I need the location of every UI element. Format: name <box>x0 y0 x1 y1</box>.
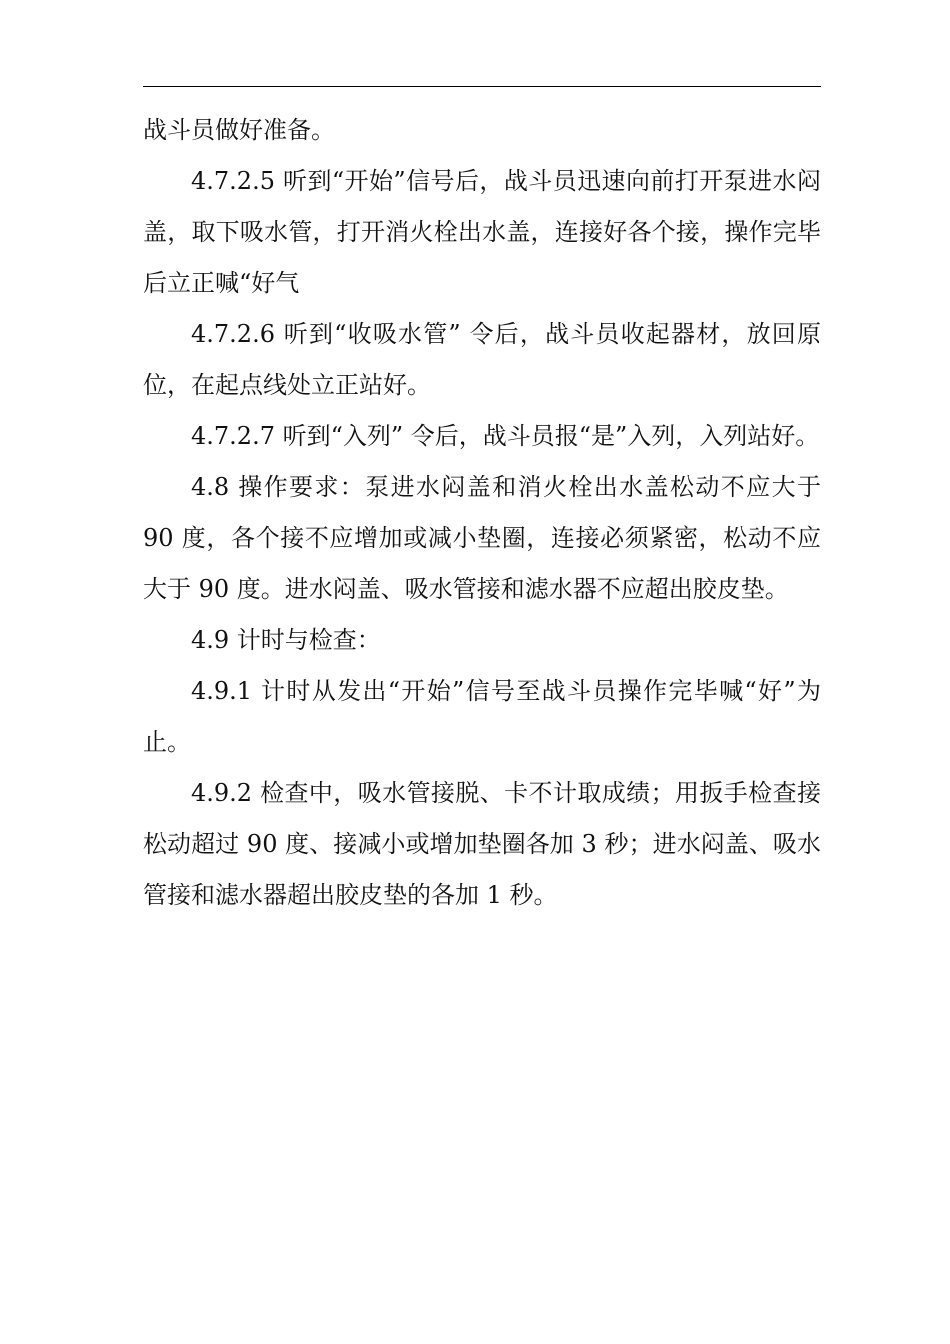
paragraph-4-9: 4.9 计时与检查： <box>191 626 381 654</box>
paragraph-4-9-1: 4.9.1 计时从发出“开始”信号至战斗员操作完毕喊“好”为止。 <box>143 677 821 756</box>
header-rule <box>143 86 821 87</box>
paragraph-4-7-2-7: 4.7.2.7 听到“入列” 令后，战斗员报“是”入列，入列站好。 <box>191 422 820 450</box>
document-body <box>143 105 821 921</box>
paragraph-4-8: 4.8 操作要求：泵进水闷盖和消火栓出水盖松动不应大于 90 度，各个接不应增加或减小垫圈，连接必须紧密，松动不应大于 90 度。进水闷盖、吸水管接和滤水器不应超出胶皮垫。 <box>143 473 821 603</box>
paragraph-4-7-2-5: 4.7.2.5 听到“开始”信号后，战斗员迅速向前打开泵进水闷盖，取下吸水管，打开消火栓出水盖，连接好各个接，操作完毕后立正喊“好气 <box>143 167 821 297</box>
paragraph-continuation: 战斗员做好准备。 <box>143 116 335 144</box>
paragraph-4-7-2-6: 4.7.2.6 听到“收吸水管” 令后，战斗员收起器材，放回原位，在起点线处立正站好。 <box>143 320 821 399</box>
paragraph-4-9-2: 4.9.2 检查中，吸水管接脱、卡不计取成绩；用扳手检查接松动超过 90 度、接减小或增加垫圈各加 3 秒；进水闷盖、吸水管接和滤水器超出胶皮垫的各加 1 秒。 <box>143 779 821 909</box>
